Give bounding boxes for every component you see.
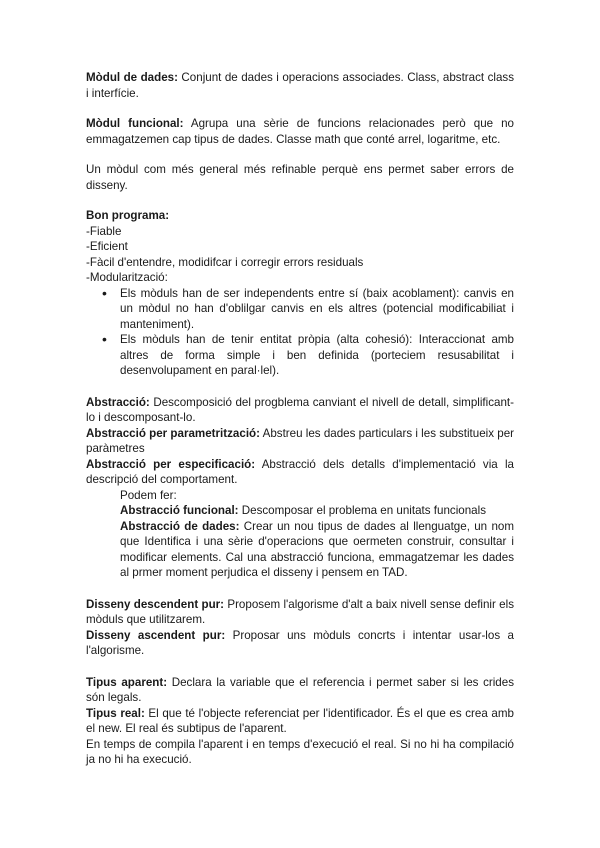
- paragraph-disseny-descendent: [86, 597, 514, 628]
- definition-abstraccio-espec: Abstracció dels detalls d'implementació via la descripció del comportament.: [86, 457, 514, 486]
- paragraph-abstraccio-funcional: [86, 503, 514, 519]
- term-disseny-descendent: Disseny descendent pur:: [86, 597, 225, 611]
- definition-tipus-real: El que té l'objecte referenciat per l'identificador. És el que es crea amb el new. El real és subtipus de l'aparent.: [86, 706, 514, 735]
- document-page: [86, 70, 514, 768]
- definition-abstraccio: Descomposició del progblema canviant el nivell de detall, simplificant-lo i descomposant-lo.: [86, 395, 514, 424]
- paragraph-abstraccio-param: [86, 426, 514, 457]
- term-abstraccio-dades: Abstracció de dades:: [120, 519, 240, 533]
- list-item: -Eficient: [86, 240, 128, 253]
- paragraph-disseny-ascendent: [86, 628, 514, 659]
- definition-disseny-ascendent: Proposar uns mòduls concrts i intentar usar-los a l'algorisme.: [86, 628, 514, 657]
- definition-modul-dades: Conjunt de dades i operacions associades. Class, abstract class i interfície.: [86, 71, 514, 100]
- paragraph-modul-general: Un mòdul com més general més refinable perquè ens permet saber errors de disseny.: [86, 163, 514, 192]
- paragraph-modul-dades: [86, 70, 514, 101]
- definition-abstraccio-dades: Crear un nou tipus de dades al llenguatge, un nom que Identifica i una sèrie d'operacions que oermeten construir, consultar i modificar elements. Cal una abstracció funciona, emmagatzemar les dades al prmer moment perjudica el disseny i pensem en TAD.: [120, 519, 514, 579]
- list-item: -Modularització:: [86, 271, 168, 284]
- term-tipus-aparent: Tipus aparent:: [86, 675, 168, 689]
- podem-fer: Podem fer:: [120, 488, 177, 502]
- bullet-item: • Els mòduls han de tenir entitat pròpia (alta cohesió): Interaccionat amb altres de forma simple i ben definida (porteciem resusabilitat i desenvolupament en paral·lel).: [86, 332, 514, 379]
- list-item: -Fàcil d'entendre, modidifcar i corregir errors residuals: [86, 255, 364, 269]
- term-modul-dades: Mòdul de dades:: [86, 71, 178, 84]
- paragraph-modul-funcional: [86, 116, 514, 147]
- term-modul-funcional: Mòdul funcional:: [86, 117, 184, 130]
- term-abstraccio-espec: Abstracció per especificació:: [86, 457, 256, 471]
- definition-disseny-descendent: Proposem l'algorisme d'alt a baix nivell sense definir els mòduls que utilitzarem.: [86, 597, 514, 626]
- heading-bon-programa: [86, 208, 514, 224]
- paragraph-abstraccio-dades: [86, 519, 514, 581]
- term-abstraccio-funcional: Abstracció funcional:: [120, 504, 239, 517]
- term-abstraccio-param: Abstracció per parametrització:: [86, 426, 260, 440]
- paragraph-tipus-aparent: [86, 675, 514, 706]
- term-abstraccio: Abstracció:: [86, 395, 150, 409]
- term-tipus-real: Tipus real:: [86, 706, 145, 720]
- paragraph-abstraccio-espec: [86, 457, 514, 488]
- list-item: -Fiable: [86, 224, 122, 238]
- paragraph-tipus-real: [86, 706, 514, 737]
- definition-modul-funcional: Agrupa una sèrie de funcions relacionades però que no emmagatzemen cap tipus de dades. Classe math que conté arrel, logaritme, etc.: [86, 117, 514, 146]
- definition-abstraccio-param: Abstreu les dades particulars i les substitueix per paràmetres: [86, 426, 515, 455]
- paragraph-abstraccio: [86, 395, 514, 426]
- bullet-item: • Els mòduls han de ser independents entre sí (baix acoblament): canvis en un mòdul no han d'oblilgar canvis en els altres (potencial modificabiliat i manteniment).: [86, 286, 514, 333]
- definition-abstraccio-funcional: Descomposar el problema en unitats funcionals: [238, 504, 486, 517]
- term-disseny-ascendent: Disseny ascendent pur:: [86, 628, 226, 642]
- paragraph-compilacio: En temps de compila l'aparent i en temps d'execució el real. Si no hi ha compilació ja no hi ha execució.: [86, 737, 514, 766]
- bullet-list: [86, 286, 514, 379]
- term-bon-programa: Bon programa:: [86, 209, 170, 222]
- definition-tipus-aparent: Declara la variable que el referencia i permet saber si les crides són legals.: [86, 675, 514, 704]
